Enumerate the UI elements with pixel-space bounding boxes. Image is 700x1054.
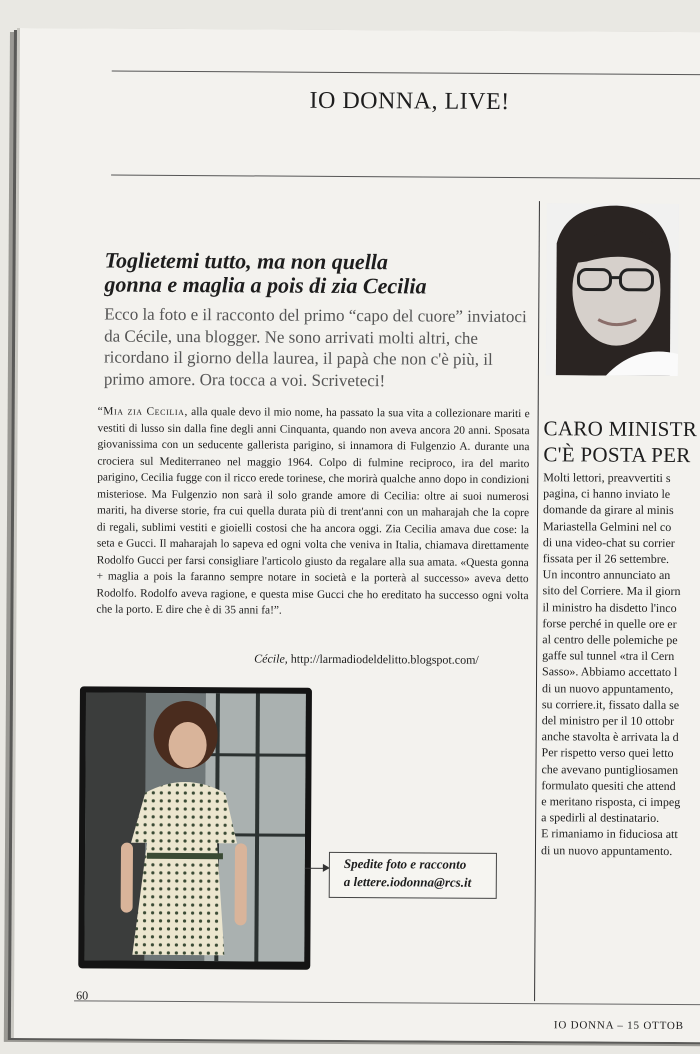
callout-line-2: a lettere.iodonna@rcs.it [343,873,472,890]
column2-line: E rimaniamo in fiduciosa att [541,826,678,842]
headline-line-1: Toglietemi tutto, ma non quella [104,247,389,275]
article-body [96,403,529,620]
column2-line: fissata per il 26 settembre. [542,551,670,566]
column2-line: di un nuovo appuntamento. [540,842,673,858]
body-text: alla quale devo il mio nome, ha passato la sua vita a collezionare mariti e vestiti di lusso sin dalla fine degli anni Cinquanta, quando non aveva ancora 20 anni. Sposata giovanissima con un seducente gallerista parigino, si innamora di Fulgenzio A. durante una crociera sul Mediterraneo nel maggio 1964. Colpo di fulmine reciproco, ira del marito parigino, Cecilia fugge con il ricco erede torinese, che morirà qualche anno dopo in condizioni misteriose. Ma Fulgenzio non sarà il solo grande amore di Cecilia: oltre ai suoi numerosi mariti, ha diverse storie, fra cui quella durata più di trent'anni con un maharajah che la copre di regali, sublimi vestiti e gioielli costosi che ha ancora oggi. Zia Cecilia amava due cose: la seta e Gucci. Il maharajah lo sapeva ed ogni volta che veniva in Italia, chiamava direttamente Rodolfo Gucci per farsi consigliare l'articolo giusto da regalare alla sua amata. «Questa gonna + maglia a pois la faranno sempre notare in società e la porterà al successo» aveva detto Rodolfo. Rodolfo aveva ragione, e questa mise Gucci che ho ereditato ha successo ogni volta che la porto. E dire che è di 35 anni fa!”. [96,406,530,617]
column2-line: pagina, ci hanno inviato le [543,486,671,502]
column2-headline-line-1: CARO MINISTR [543,416,698,442]
woman-in-polka-dot-dress-photo [84,692,306,961]
column2-line: formulato quesiti che attend [541,778,676,793]
column-divider [534,201,540,1001]
column2-line: gaffe sul tunnel «tra il Cern [542,648,675,664]
polaroid-photo [78,686,312,969]
column2-line: su corriere.it, fissato dalla se [541,697,680,712]
footer-issue-label: IO DONNA – 15 OTTOB [553,1019,684,1033]
column2-line: Mariastella Gelmini nel co [542,518,672,534]
column2-line: Molti lettori, preavvertiti s [543,470,671,485]
callout-line-1: Spedite foto e racconto [343,855,467,872]
article-signature [254,651,479,667]
masthead-rule-bottom [111,175,700,180]
column2-line: domande da girare al minis [543,502,674,518]
submission-callout [329,852,497,899]
column2-line: che avevano puntigliosamen [541,761,679,777]
body-lead: “Mia zia Cecilia, [97,405,188,419]
magazine-page [14,28,700,1042]
column2-body [541,469,693,859]
column2-headline-line-2: C'È POSTA PER [543,442,691,468]
column2-line: Un incontro annunciato an [542,567,671,583]
columnist-portrait [546,203,679,376]
signature-name: Cécile, [254,651,288,666]
column2-line: sito del Corriere. Ma il giorn [542,583,681,599]
column2-line: del ministro per il 10 ottobr [541,713,675,729]
column2-headline [543,415,697,468]
column2-line: forse perché in quelle ore er [542,616,677,631]
article-headline [104,249,524,300]
woman-with-glasses-portrait [546,203,679,376]
column2-line: e meritano risposta, ci impeg [541,794,681,810]
column2-line: di una video-chat su corrier [542,535,675,550]
column2-line: di un nuovo appuntamento, [541,680,674,696]
column2-line: il ministro ha disdetto l'inco [542,599,677,615]
column2-line: al centro delle polemiche pe [542,632,678,648]
column2-line: Per rispetto verso quei letto [541,745,674,761]
signature-url: http://larmadiodeldelitto.blogspot.com/ [290,651,479,667]
headline-line-2: gonna e maglia a pois di zia Cecilia [104,271,427,299]
column2-line: Sasso». Abbiamo accettato l [542,664,678,680]
footer-rule [74,1000,700,1005]
page-number: 60 [76,988,89,1003]
masthead: IO DONNA, LIVE! [309,87,510,115]
column2-line: a spedirli al destinatario. [541,810,660,826]
article-intro: Ecco la foto e il racconto del primo “capo del cuore” inviatoci da Cécile, una blogger. Ne sono arrivati molti altri, che ricordano il giorno della laurea, il papà che non c'è più, il primo amore. Ora tocca a voi. Scriveteci! [103,304,527,390]
column2-line: anche stavolta è arrivata la d [541,729,679,745]
masthead-rule-top [112,71,700,76]
